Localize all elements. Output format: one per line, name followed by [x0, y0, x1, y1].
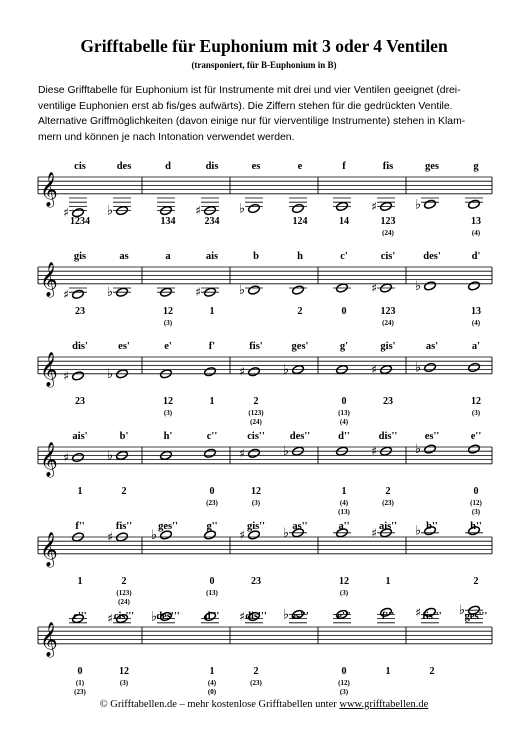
sharp-icon: ♯ [371, 199, 377, 214]
note-name: fis [382, 161, 394, 172]
flat-icon: ♭ [106, 203, 113, 219]
sharp-icon: ♯ [195, 285, 201, 300]
sharp-icon: ♯ [63, 205, 69, 220]
fingering: 123 [380, 215, 396, 227]
note-name: b' [119, 431, 129, 442]
sharp-icon: ♯ [107, 611, 113, 626]
note-name: as [119, 251, 129, 262]
note-name: a'' [338, 521, 350, 532]
fingering: 124 [292, 215, 308, 227]
note-name: es [251, 161, 261, 172]
note-name: des''' [156, 611, 180, 622]
fingering: 1 [385, 665, 391, 677]
fingering: 1 [209, 665, 215, 677]
note-name: ges' [291, 341, 309, 352]
note-name: f [342, 161, 346, 172]
note [151, 610, 180, 625]
intro-line: Alternative Griffmöglichkeiten (davon einige nur für vierventilige Instrumente) stehen in Klam- [38, 116, 466, 128]
note [333, 521, 351, 597]
treble-clef-icon: 𝄞 [40, 262, 58, 296]
note-head [424, 199, 437, 209]
note-name: cis''' [113, 611, 135, 622]
fingering: 23 [75, 395, 85, 407]
fingering: 0 [341, 665, 347, 677]
fingering-alt: (23) [250, 678, 262, 687]
note-head [204, 448, 217, 458]
sharp-icon: ♯ [63, 450, 69, 465]
note-name: ges''' [464, 611, 488, 622]
note-head [424, 444, 437, 454]
note-name: a [165, 251, 171, 262]
fingering-alt: (4) [471, 318, 481, 327]
note [371, 251, 395, 327]
note [283, 521, 308, 541]
fingering-alt: (13) [206, 588, 218, 597]
note-name: as' [425, 341, 439, 352]
sharp-icon: ♯ [239, 364, 245, 379]
note-head [424, 281, 437, 291]
fingering-alt: (12) [338, 678, 350, 687]
fingering: 123 [380, 305, 396, 317]
note-name: dis'' [378, 431, 398, 442]
fingering: 23 [75, 305, 85, 317]
flat-icon: ♭ [150, 609, 157, 625]
note-head [248, 448, 261, 458]
note-head [204, 366, 217, 376]
note-head [292, 203, 305, 213]
note-name: d [165, 161, 171, 172]
note-name: des [116, 161, 132, 172]
fingering-alt: (12) [470, 498, 482, 507]
flat-icon: ♭ [414, 197, 421, 213]
flat-icon: ♭ [238, 201, 245, 217]
note-name: g [473, 161, 479, 172]
staff-row [38, 341, 492, 426]
note-name: g'' [206, 521, 218, 532]
flat-icon: ♭ [458, 603, 465, 619]
note-name: g' [339, 341, 349, 352]
fingering: 234 [204, 215, 220, 227]
flat-icon: ♭ [106, 448, 113, 464]
note-head [468, 199, 481, 209]
note [239, 251, 263, 298]
note-name: dis [205, 161, 219, 172]
fingering-alt: (3) [339, 687, 349, 696]
note [239, 431, 265, 507]
note-name: ais' [72, 431, 88, 442]
fingering: 23 [251, 575, 261, 587]
note-head [72, 289, 85, 299]
fingering: 13 [471, 305, 481, 317]
note-head [424, 362, 437, 372]
fingering: 12 [471, 395, 481, 407]
fingering: 12 [163, 395, 173, 407]
note-name: gis'' [246, 521, 266, 532]
flat-icon: ♭ [150, 527, 157, 543]
note [283, 341, 309, 378]
note [415, 605, 442, 677]
flat-icon: ♭ [414, 360, 421, 376]
note [468, 251, 481, 327]
note-head [468, 444, 481, 454]
flat-icon: ♭ [282, 362, 289, 378]
fingering: 2 [253, 665, 259, 677]
treble-clef-icon: 𝄞 [40, 622, 58, 656]
fingering-alt: (4) [339, 498, 349, 507]
note [204, 431, 219, 507]
intro-line: mern und können je nach Intonation verwendet werden. [38, 131, 295, 143]
note-name: dis' [72, 341, 88, 352]
fingering-alt: (3) [119, 678, 129, 687]
note-name: cis' [380, 251, 396, 262]
fingering: 1 [209, 395, 215, 407]
flat-icon: ♭ [282, 525, 289, 541]
note-head [292, 285, 305, 295]
intro-line: Diese Grifftabelle für Euphonium ist für Instrumente mit drei und vier Ventilen geeignet (drei- [38, 85, 461, 96]
note-name: ais [205, 251, 219, 262]
note [336, 341, 351, 426]
note-name: e [297, 161, 303, 172]
note-name: c'' [206, 431, 218, 442]
note [415, 251, 441, 294]
note [371, 431, 397, 507]
note-name: as'' [292, 521, 308, 532]
note-name: h [297, 251, 303, 262]
note [468, 431, 483, 516]
note-name: ges'' [158, 521, 178, 532]
note [69, 611, 87, 696]
fingering: 2 [429, 665, 435, 677]
note-name: d'' [338, 431, 350, 442]
sharp-icon: ♯ [371, 444, 377, 459]
footer-text: mehr kostenlose Grifftabellen unter [187, 699, 337, 710]
note-name: dis''' [245, 611, 267, 622]
note-name: es'' [424, 431, 440, 442]
note-name: c' [340, 251, 348, 262]
note-head [468, 362, 481, 372]
note [151, 521, 178, 543]
note-head [72, 371, 85, 381]
fingering-alt: (23) [206, 498, 218, 507]
note-name: des'' [289, 431, 311, 442]
fingering: 134 [160, 215, 176, 227]
note-name: ais'' [378, 521, 398, 532]
note-name: gis' [380, 341, 396, 352]
treble-clef-icon: 𝄞 [40, 442, 58, 476]
note [468, 341, 481, 417]
sharp-icon: ♯ [107, 530, 113, 544]
fingering: 12 [251, 485, 261, 497]
intro-line: ventilige Euphonien erst ab fis/ges aufwärts). Die Ziffern stehen für die gedrückten Ventile. [38, 100, 453, 112]
fingering-alt: (4) [207, 678, 217, 687]
note-name: cis [74, 161, 86, 172]
note [415, 161, 439, 212]
note-name: b'' [426, 521, 438, 532]
fingering: 13 [471, 215, 481, 227]
note [333, 609, 351, 696]
staff-row [38, 521, 492, 606]
fingering-alt: (24) [250, 417, 262, 426]
note-name: f' [208, 341, 216, 352]
note-name: d' [471, 251, 481, 262]
fingering: 0 [209, 575, 215, 587]
note-name: fis''' [422, 611, 442, 622]
fingering: 0 [77, 665, 83, 677]
sharp-icon: ♯ [371, 281, 377, 295]
fingering: 0 [473, 485, 479, 497]
flat-icon: ♭ [282, 444, 289, 460]
sharp-icon: ♯ [239, 446, 245, 461]
note-head [468, 281, 481, 291]
fingering-alt: (0) [207, 687, 217, 696]
fingering-alt: (23) [74, 687, 86, 696]
page-subtitle: (transponiert, für B-Euphonium in B) [191, 60, 337, 70]
fingering-alt: (3) [471, 408, 481, 417]
fingering: 1 [77, 485, 83, 497]
page-title: Grifftabelle für Euphonium mit 3 oder 4 Ventilen [80, 36, 448, 56]
note [415, 341, 438, 376]
sharp-icon: ♯ [63, 287, 69, 302]
fingering-alt: (3) [163, 318, 173, 327]
treble-clef-icon: 𝄞 [40, 532, 58, 566]
sharp-icon: ♯ [195, 203, 201, 218]
staff-row [38, 603, 492, 696]
note-name: fis'' [115, 521, 133, 532]
note [239, 610, 267, 687]
note-name: h'' [470, 521, 482, 532]
fingering-alt: (123) [116, 588, 132, 597]
note [201, 611, 219, 696]
fingering: 23 [383, 395, 393, 407]
footer-copyright: © Grifftabellen.de [99, 699, 177, 710]
note-name: cis'' [247, 431, 265, 442]
fingering-alt: (13) [338, 408, 350, 417]
fingering-alt: (4) [339, 417, 349, 426]
sharp-icon: ♯ [63, 368, 69, 383]
treble-clef-icon: 𝄞 [40, 172, 58, 206]
note [239, 341, 264, 426]
note-name: d''' [204, 611, 220, 622]
note-head [248, 203, 261, 213]
staff-row [38, 431, 492, 516]
fingering: 12 [339, 575, 349, 587]
note-name: es' [118, 341, 130, 352]
fingering-alt: (3) [471, 507, 481, 516]
fingering: 1 [385, 575, 391, 587]
note-head [248, 366, 261, 376]
note-name: f''' [381, 611, 395, 622]
fingering-alt: (24) [382, 318, 394, 327]
footer-link[interactable]: www.grifftabellen.de [339, 699, 429, 710]
fingering-alt: (3) [339, 588, 349, 597]
footer-separator: – [179, 699, 185, 710]
note [377, 607, 395, 677]
sharp-icon: ♯ [371, 525, 377, 540]
fingering-alt: (1) [75, 678, 85, 687]
note [459, 603, 488, 623]
note [157, 251, 175, 327]
fingering-alt: (4) [471, 228, 481, 237]
note [415, 521, 439, 539]
flat-icon: ♭ [282, 607, 289, 623]
fingering-alt: (24) [118, 597, 130, 606]
note-name: des' [423, 251, 441, 262]
fingering-alt: (3) [251, 498, 261, 507]
note [239, 161, 263, 217]
fingering-alt: (123) [248, 408, 264, 417]
sharp-icon: ♯ [239, 609, 245, 624]
fingering: 12 [119, 665, 129, 677]
fingering: 0 [209, 485, 215, 497]
note-name: ges [425, 161, 439, 172]
fingering: 1 [77, 575, 83, 587]
note-head [72, 452, 85, 462]
flat-icon: ♭ [414, 442, 421, 458]
flat-icon: ♭ [414, 523, 421, 539]
staff-row [38, 251, 492, 327]
note-head [248, 285, 261, 295]
note-name: b [253, 251, 259, 262]
note-name: h' [163, 431, 173, 442]
note-name: e'' [470, 431, 482, 442]
note-name: fis' [249, 341, 263, 352]
fingering-alt: (13) [338, 507, 350, 516]
note [336, 431, 351, 516]
note [160, 431, 173, 461]
note [160, 341, 173, 417]
fingering: 1 [209, 305, 215, 317]
fingering-alt: (23) [382, 498, 394, 507]
note [371, 161, 395, 237]
fingering: 2 [473, 575, 479, 587]
note [204, 521, 219, 597]
note-name: gis [73, 251, 87, 262]
note-name: a' [471, 341, 481, 352]
flat-icon: ♭ [106, 285, 113, 301]
fingering: 14 [339, 215, 349, 227]
fingering: 2 [253, 395, 259, 407]
note-name: es''' [291, 611, 309, 622]
sharp-icon: ♯ [239, 527, 245, 542]
fingering: 0 [341, 305, 347, 317]
note [415, 431, 440, 457]
fingering-alt: (24) [382, 228, 394, 237]
fingering: 1234 [70, 215, 90, 227]
note-name: c''' [73, 611, 87, 622]
note [465, 161, 483, 237]
note [283, 431, 310, 459]
fingering: 2 [121, 575, 127, 587]
note [107, 521, 132, 606]
fingering: 2 [297, 305, 303, 317]
fingering: 1 [341, 485, 347, 497]
note-name: e' [164, 341, 172, 352]
note-name: e''' [337, 611, 351, 622]
treble-clef-icon: 𝄞 [40, 352, 58, 386]
flat-icon: ♭ [238, 283, 245, 299]
fingering: 2 [385, 485, 391, 497]
flat-icon: ♭ [106, 366, 113, 382]
staff-row [38, 161, 492, 237]
sharp-icon: ♯ [415, 605, 421, 620]
note-name: f'' [75, 521, 85, 532]
fingering: 0 [341, 395, 347, 407]
note [283, 607, 309, 622]
fingering: 12 [163, 305, 173, 317]
sharp-icon: ♯ [371, 362, 377, 377]
note [107, 611, 134, 687]
fingering: 2 [121, 485, 127, 497]
footer [0, 699, 528, 710]
flat-icon: ♭ [414, 278, 421, 294]
fingering-alt: (3) [163, 408, 173, 417]
